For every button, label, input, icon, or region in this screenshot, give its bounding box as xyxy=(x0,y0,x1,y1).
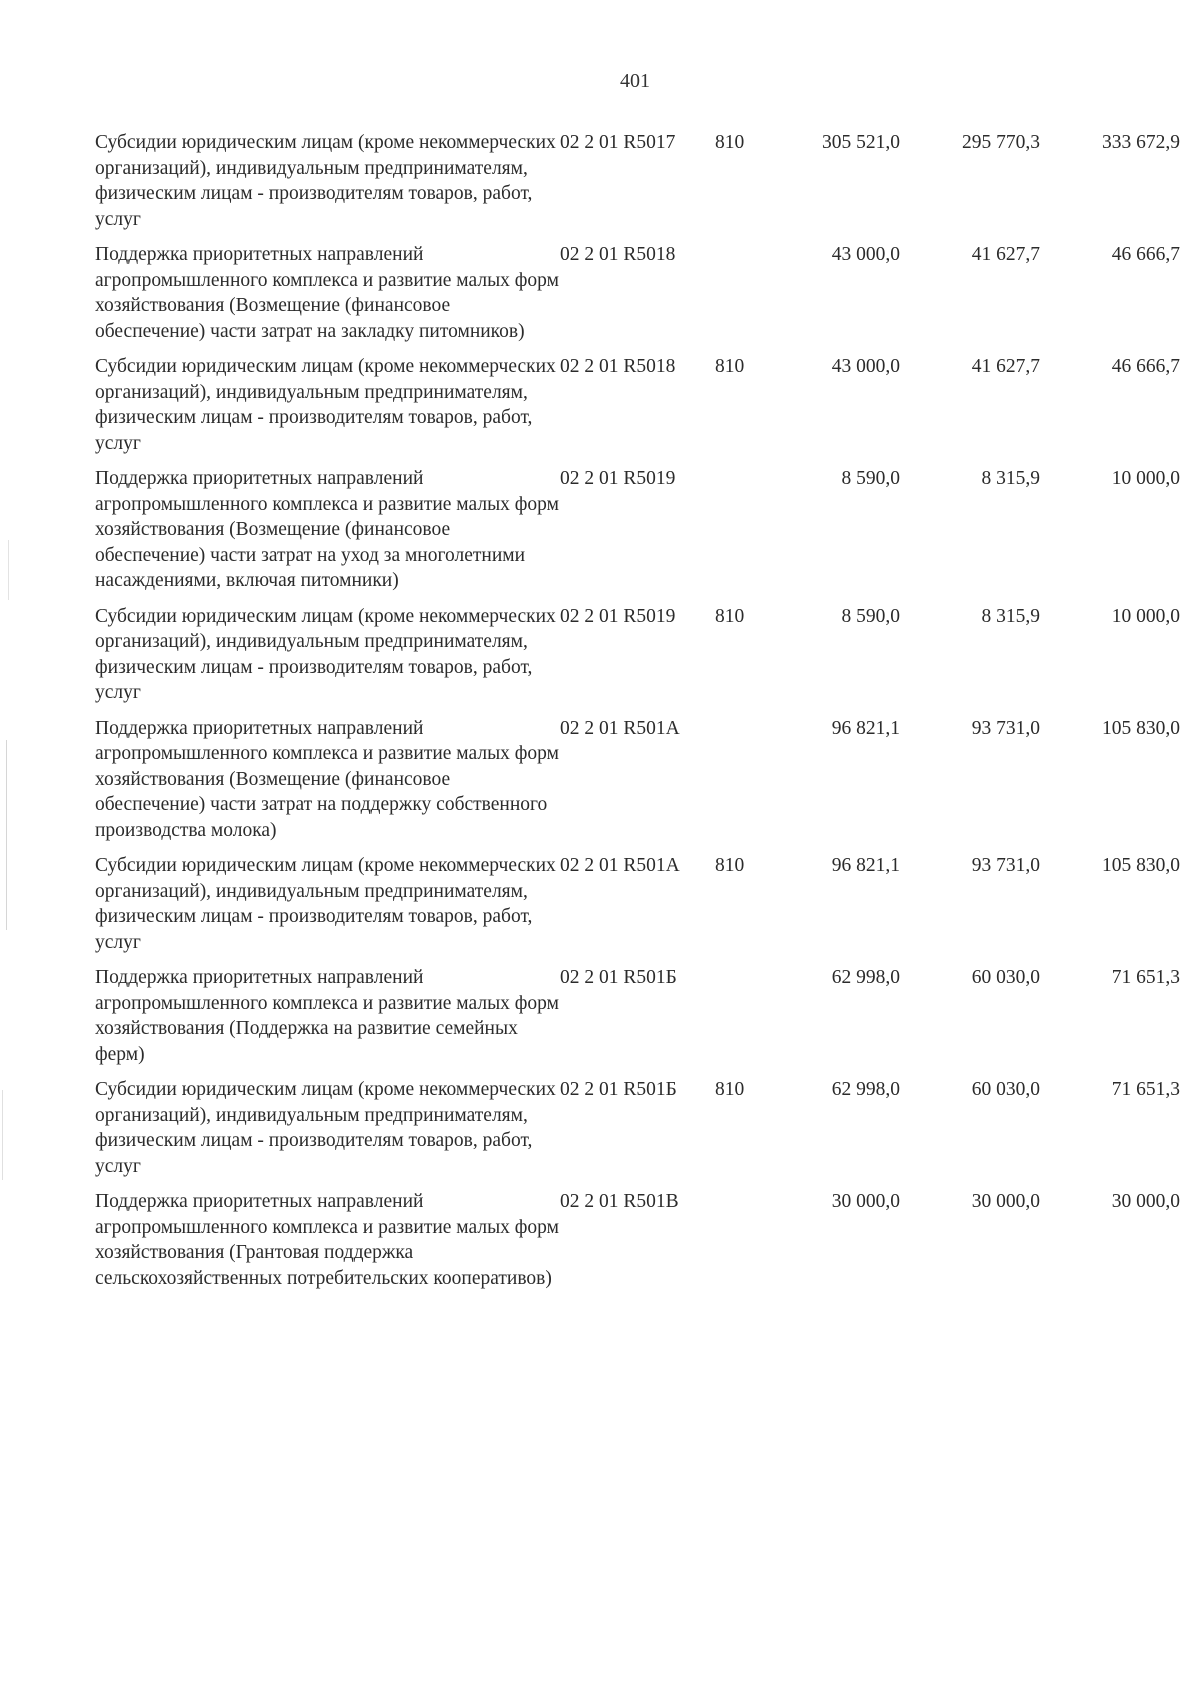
row-value-1: 43 000,0 xyxy=(831,244,900,265)
table-row xyxy=(95,1189,1180,1291)
row-value-2: 93 731,0 xyxy=(971,717,1040,739)
row-name: Субсидии юридическим лицам (кроме некоммерческих организаций), индивидуальным предпринимателям, физическим лицам - производителям товаров, работ, услуг xyxy=(95,1079,556,1177)
table-row xyxy=(95,604,1180,706)
row-csr-code: 02 2 01 R501А xyxy=(560,717,680,739)
scan-artifact xyxy=(2,1090,3,1180)
table-row xyxy=(95,853,1180,955)
row-csr-code: 02 2 01 R5017 xyxy=(560,132,676,153)
row-value-1: 8 590,0 xyxy=(841,605,900,627)
table-row xyxy=(95,354,1180,456)
row-name: Поддержка приоритетных направлений агропромышленного комплекса и развитие малых форм хозяйствования (Возмещение (финансовое обеспечение) части затрат на закладку питомников) xyxy=(95,244,559,342)
row-value-3: 105 830,0 xyxy=(1102,717,1180,739)
row-csr-code: 02 2 01 R501В xyxy=(560,1191,679,1212)
row-name: Субсидии юридическим лицам (кроме некоммерческих организаций), индивидуальным предпринимателям, физическим лицам - производителям товаров, работ, услуг xyxy=(95,132,556,230)
row-name: Поддержка приоритетных направлений агропромышленного комплекса и развитие малых форм хозяйствования (Грантовая поддержка сельскохозяйственных потребительских кооперативов) xyxy=(95,1191,559,1289)
table-row xyxy=(95,130,1180,232)
row-name: Поддержка приоритетных направлений агропромышленного комплекса и развитие малых форм хозяйствования (Возмещение (финансовое обеспечение) части затрат на поддержку собственного производства молока) xyxy=(95,717,559,841)
row-vr-code: 810 xyxy=(715,356,745,377)
row-value-3: 10 000,0 xyxy=(1111,605,1180,627)
page-number: 401 xyxy=(620,70,650,92)
row-value-1: 62 998,0 xyxy=(831,967,900,988)
row-value-2: 295 770,3 xyxy=(962,132,1040,153)
row-value-3: 71 651,3 xyxy=(1111,1079,1180,1100)
row-value-2: 30 000,0 xyxy=(971,1191,1040,1212)
row-csr-code: 02 2 01 R501Б xyxy=(560,967,677,988)
scan-artifact xyxy=(6,740,7,930)
row-csr-code: 02 2 01 R501Б xyxy=(560,1079,677,1100)
row-csr-code: 02 2 01 R5018 xyxy=(560,356,676,377)
row-value-1: 96 821,1 xyxy=(831,717,900,739)
table-row xyxy=(95,1077,1180,1179)
row-value-2: 60 030,0 xyxy=(971,1079,1040,1100)
row-value-1: 305 521,0 xyxy=(822,132,900,153)
table-row xyxy=(95,466,1180,594)
row-vr-code: 810 xyxy=(715,132,745,153)
row-csr-code: 02 2 01 R5019 xyxy=(560,605,676,627)
row-vr-code: 810 xyxy=(715,605,745,627)
row-value-2: 41 627,7 xyxy=(971,244,1040,265)
row-value-3: 30 000,0 xyxy=(1111,1191,1180,1212)
row-name: Субсидии юридическим лицам (кроме некоммерческих организаций), индивидуальным предпринимателям, физическим лицам - производителям товаров, работ, услуг xyxy=(95,855,556,953)
row-value-3: 71 651,3 xyxy=(1111,967,1180,988)
row-value-1: 96 821,1 xyxy=(831,855,900,876)
row-value-2: 8 315,9 xyxy=(981,605,1040,627)
row-csr-code: 02 2 01 R5018 xyxy=(560,244,676,265)
row-value-2: 93 731,0 xyxy=(971,855,1040,876)
row-value-1: 43 000,0 xyxy=(831,356,900,377)
row-value-2: 41 627,7 xyxy=(971,356,1040,377)
table-row xyxy=(95,965,1180,1067)
row-name: Субсидии юридическим лицам (кроме некоммерческих организаций), индивидуальным предпринимателям, физическим лицам - производителям товаров, работ, услуг xyxy=(95,605,556,703)
row-value-3: 46 666,7 xyxy=(1111,356,1180,377)
row-value-2: 60 030,0 xyxy=(971,967,1040,988)
row-value-3: 46 666,7 xyxy=(1111,244,1180,265)
budget-table xyxy=(95,130,1180,1301)
row-csr-code: 02 2 01 R501А xyxy=(560,855,680,876)
row-value-3: 333 672,9 xyxy=(1102,132,1180,153)
table-row xyxy=(95,716,1180,844)
row-value-3: 105 830,0 xyxy=(1102,855,1180,876)
row-vr-code: 810 xyxy=(715,1079,745,1100)
row-value-1: 30 000,0 xyxy=(831,1191,900,1212)
row-value-3: 10 000,0 xyxy=(1111,468,1180,489)
table-row xyxy=(95,242,1180,344)
scan-artifact xyxy=(8,540,9,600)
row-name: Поддержка приоритетных направлений агропромышленного комплекса и развитие малых форм хозяйствования (Возмещение (финансовое обеспечение) части затрат на уход за многолетними насаждениями, включая питомники) xyxy=(95,468,559,591)
row-csr-code: 02 2 01 R5019 xyxy=(560,468,676,489)
row-value-1: 8 590,0 xyxy=(841,468,900,489)
row-name: Субсидии юридическим лицам (кроме некоммерческих организаций), индивидуальным предпринимателям, физическим лицам - производителям товаров, работ, услуг xyxy=(95,356,556,454)
row-value-1: 62 998,0 xyxy=(831,1079,900,1100)
row-value-2: 8 315,9 xyxy=(981,468,1040,489)
row-vr-code: 810 xyxy=(715,855,745,876)
row-name: Поддержка приоритетных направлений агропромышленного комплекса и развитие малых форм хозяйствования (Поддержка на развитие семейных ферм) xyxy=(95,967,559,1065)
